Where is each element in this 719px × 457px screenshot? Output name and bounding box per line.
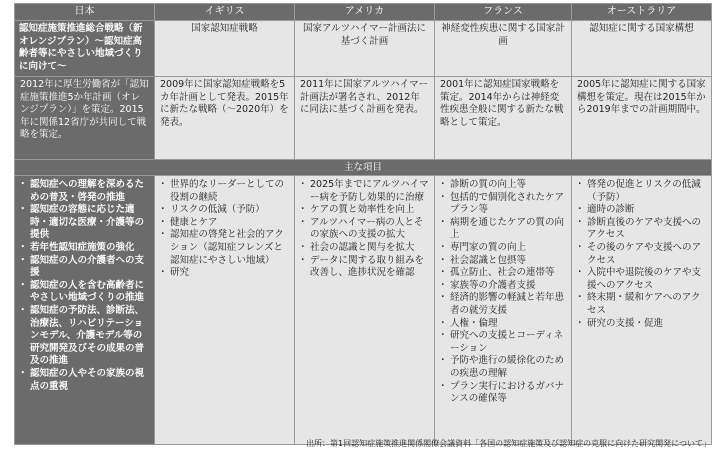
history-row	[15, 77, 712, 160]
list-item: ・ 研究の支援・促進	[576, 318, 707, 331]
list-item: ・ 適時の診断	[576, 204, 707, 217]
items-france	[435, 176, 572, 445]
plan-australia: 認知症に関する国家構想	[572, 21, 712, 77]
history-japan: 2012年に厚生労働省が「認知症施策推進5か年計画（オレンジプラン）」を策定。2015年に関係12省庁が共同して戦略を策定。	[15, 77, 155, 160]
source-note: 出所：第1回認知症施策推進関係閣僚会議資料「各国の認知症施策及び認知症の克服に向けた研究開発について」	[306, 439, 711, 448]
list-item: ・ 啓発の促進とリスクの低減（予防）	[576, 179, 707, 204]
list-item: ・ その後のケアや支援へのアクセス	[576, 242, 707, 267]
list-item: ・ 認知症の容態に応じた適時・適切な医療・介護等の提供	[19, 204, 150, 242]
list-item: ・ 包括的で個別化されたケアプラン等	[439, 192, 567, 217]
list-item: ・ 診断直後のケアや支援へのアクセス	[576, 217, 707, 242]
items-japan	[15, 176, 155, 445]
plan-france: 神経変性疾患に関する国家計画	[435, 21, 572, 77]
country-header-row	[15, 4, 712, 21]
column-header-uk: イギリス	[155, 4, 295, 21]
dementia-strategy-comparison-table	[14, 3, 712, 445]
list-item: ・ 認知症の人を含む高齢者にやさしい地域づくりの推進	[19, 280, 150, 305]
list-item: ・ リスクの低減（予防）	[159, 204, 290, 217]
list-item: ・ 2025年までにアルツハイマー病を予防し効果的に治療	[299, 179, 430, 204]
main-items-header: 主な項目	[15, 160, 712, 176]
list-item: ・ 診断の質の向上等	[439, 179, 567, 192]
plan-japan: 認知症施策推進総合戦略（新オレンジプラン）〜認知症高齢者等にやさしい地域づくりに向けて〜	[15, 21, 155, 77]
list-item: ・ 社会の認識と関与を拡大	[299, 242, 430, 255]
list-item: ・ データに関する取り組みを改善し、進捗状況を確認	[299, 255, 430, 280]
list-item: ・ 研究	[159, 267, 290, 280]
list-item: ・ 世界的なリーダーとしての役割の継続	[159, 179, 290, 204]
list-item: ・ 入院中や退院後のケアや支援へのアクセス	[576, 267, 707, 292]
history-france: 2001年に認知症国家戦略を策定。2014年からは神経変性疾患全般に関する新たな戦略として策定。	[435, 77, 572, 160]
list-item: ・ 人権・倫理	[439, 318, 567, 331]
list-item: ・ 社会認識と包摂等	[439, 255, 567, 268]
column-header-us: アメリカ	[295, 4, 435, 21]
history-australia: 2005年に認知症に関する国家構想を策定。現在は2015年から2019年までの計画期間中。	[572, 77, 712, 160]
list-item: ・ 予防や進行の緩徐化のための疾患の理解	[439, 355, 567, 380]
list-item: ・ 病期を通じたケアの質の向上	[439, 217, 567, 242]
plan-uk: 国家認知症戦略	[155, 21, 295, 77]
list-item: ・ 認知症の予防法、診断法、治療法、リハビリテーションモデル、介護モデル等の研究開発及びその成果の普及の推進	[19, 305, 150, 368]
list-item: ・ 終末期・緩和ケアへのアクセス	[576, 292, 707, 317]
list-item: ・ 専門家の質の向上	[439, 242, 567, 255]
column-header-australia: オーストラリア	[572, 4, 712, 21]
list-item: ・ 孤立防止、社会の連帯等	[439, 267, 567, 280]
column-header-france: フランス	[435, 4, 572, 21]
history-us: 2011年に国家アルツハイマー計画法が署名され、2012年に同法に基づく計画を発表。	[295, 77, 435, 160]
plan-name-row	[15, 21, 712, 77]
list-item: ・ ケアの質と効率性を向上	[299, 204, 430, 217]
list-item: ・ 認知症の人やその家族の視点の重視	[19, 368, 150, 393]
main-items-row	[15, 176, 712, 445]
items-australia	[572, 176, 712, 445]
list-item: ・ 研究への支援とコーディネーション	[439, 330, 567, 355]
list-item: ・ 家族等の介護者支援	[439, 280, 567, 293]
items-us	[295, 176, 435, 445]
column-header-japan: 日本	[15, 4, 155, 21]
plan-us: 国家アルツハイマー計画法に基づく計画	[295, 21, 435, 77]
history-uk: 2009年に国家認知症戦略を5カ年計画として発表。2015年に新たな戦略（〜2020年）を発表。	[155, 77, 295, 160]
main-items-header-row	[15, 160, 712, 176]
list-item: ・ 経済的影響の軽減と若年患者の就労支援	[439, 292, 567, 317]
list-item: ・ 認知症への理解を深めるための普及・啓発の推進	[19, 179, 150, 204]
list-item: ・ プラン実行におけるガバナンスの確保等	[439, 381, 567, 406]
list-item: ・ 健康とケア	[159, 217, 290, 230]
list-item: ・ 若年性認知症施策の強化	[19, 242, 150, 255]
items-uk	[155, 176, 295, 445]
list-item: ・ 認知症の啓発と社会的アクション（認知症フレンズと認知症にやさしい地域）	[159, 229, 290, 267]
list-item: ・ アルツハイマー病の人とその家族への支援の拡大	[299, 217, 430, 242]
list-item: ・ 認知症の人の介護者への支援	[19, 255, 150, 280]
